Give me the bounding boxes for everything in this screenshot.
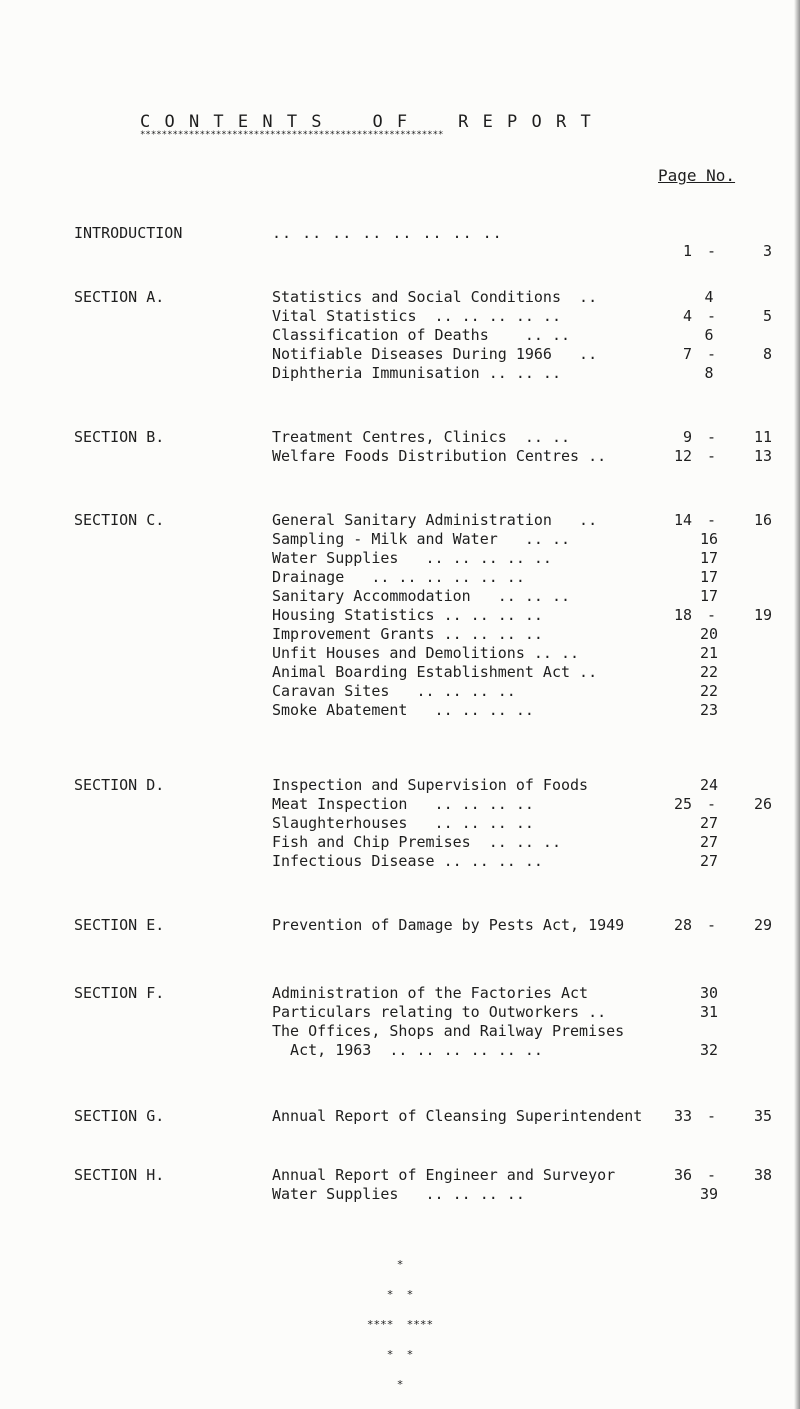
toc-entry: Treatment Centres, Clinics .. .. [272,428,571,446]
section-a-label: SECTION A. [74,288,165,306]
toc-entry: The Offices, Shops and Railway Premises [272,1022,625,1040]
section-e-label: SECTION E. [74,916,165,934]
section-b-label: SECTION B. [74,428,165,446]
toc-entry: Improvement Grants .. .. .. .. [272,625,543,643]
toc-entry: Slaughterhouses .. .. .. .. [272,814,534,832]
toc-entry: Caravan Sites .. .. .. .. [272,682,516,700]
introduction-leader-dots: .. .. .. .. .. .. .. .. [272,224,503,242]
toc-entry: Administration of the Factories Act [272,984,589,1002]
toc-entry: Notifiable Diseases During 1966 .. [272,345,598,363]
toc-entry: Diphtheria Immunisation .. .. .. [272,364,561,382]
toc-entry: General Sanitary Administration .. [272,511,598,529]
toc-entry: Drainage .. .. .. .. .. .. [272,568,525,586]
page-title: C O N T E N T S O F R E P O R T [140,112,593,132]
toc-entry: Classification of Deaths .. .. [272,326,571,344]
toc-entry: Water Supplies .. .. .. .. [272,1185,525,1203]
section-g-label: SECTION G. [74,1107,165,1125]
title-underline-stars: ******************************************************** [140,130,444,140]
section-d-label: SECTION D. [74,776,165,794]
toc-entry: Housing Statistics .. .. .. .. [272,606,543,624]
toc-entry: Unfit Houses and Demolitions .. .. [272,644,580,662]
page-no-header: Page No. [658,166,736,185]
toc-entry: Sampling - Milk and Water .. .. [272,530,571,548]
toc-entry: Particulars relating to Outworkers .. [272,1003,607,1021]
page-edge-shadow [794,0,800,1409]
toc-entry: Statistics and Social Conditions .. [272,288,598,306]
toc-entry: Welfare Foods Distribution Centres .. [272,447,607,465]
section-f-label: SECTION F. [74,984,165,1002]
toc-entry: Infectious Disease .. .. .. .. [272,852,543,870]
star-ornament: * * * **** **** * * * [366,1258,434,1391]
toc-entry: Act, 1963 .. .. .. .. .. .. [272,1041,543,1059]
toc-entry: Annual Report of Engineer and Surveyor [272,1166,616,1184]
toc-entry: Annual Report of Cleansing Superintendent [272,1107,643,1125]
section-h-label: SECTION H. [74,1166,165,1184]
toc-entry: Sanitary Accommodation .. .. .. [272,587,571,605]
toc-entry: Prevention of Damage by Pests Act, 1949 [272,916,625,934]
toc-entry: Smoke Abatement .. .. .. .. [272,701,534,719]
introduction-label: INTRODUCTION [74,224,183,242]
toc-entry: Animal Boarding Establishment Act .. [272,663,598,681]
introduction-pages: 1 - 3 [682,242,772,260]
toc-entry: Inspection and Supervision of Foods [272,776,589,794]
toc-entry: Vital Statistics .. .. .. .. .. [272,307,561,325]
toc-entry: Meat Inspection .. .. .. .. [272,795,534,813]
toc-entry: Water Supplies .. .. .. .. .. [272,549,552,567]
toc-entry: Fish and Chip Premises .. .. .. [272,833,561,851]
section-c-label: SECTION C. [74,511,165,529]
